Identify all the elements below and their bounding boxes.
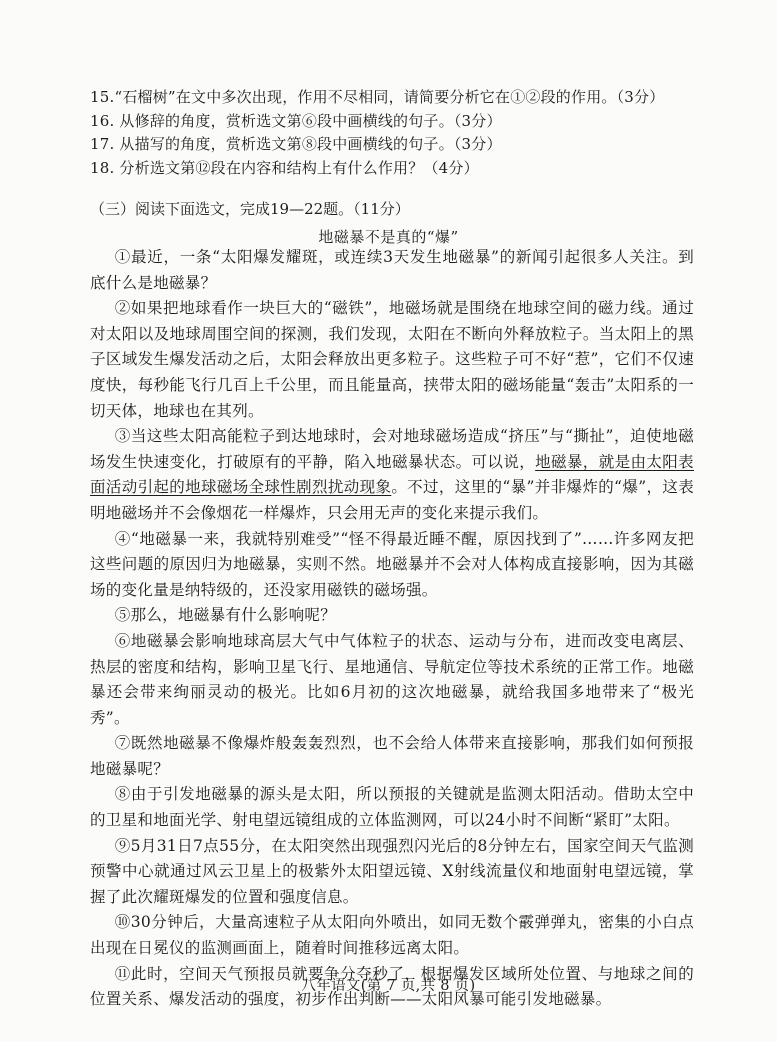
paragraph-5: ⑤那么，地磁暴有什么影响呢？ <box>114 606 336 625</box>
section-heading: （三）阅读下面选文，完成19—22题。（11分） <box>90 200 410 218</box>
paragraph-7: ⑦既然地磁暴不像爆炸般轰轰烈烈，也不会给人体带来直接影响，那我们如何预报地磁暴呢？ <box>90 734 694 778</box>
paragraph-9: ⑨5月31日7点55分，在太阳突然出现强烈闪光后的8分钟左右，国家空间天气监测预警中心就通过风云卫星上的极紫外太阳望远镜、X射线流量仪和地面射电望远镜，掌握了此次耀斑爆发的位置和强度信息。 <box>90 836 694 906</box>
paragraph-8: ⑧由于引发地磁暴的源头是太阳，所以预报的关键就是监测太阳活动。借助太空中的卫星和地面光学、射电望远镜组成的立体监测网，可以24小时不间断“紧盯”太阳。 <box>90 785 694 830</box>
paragraph-11: ⑪此时，空间天气预报员就要争分夺秒了，根据爆发区域所处位置、与地球之间的位置关系、爆发活动的强度，初步作出判断——太阳风暴可能引发地磁暴。 <box>90 964 694 1009</box>
question-16: 16. 从修辞的角度，赏析选文第⑥段中画横线的句子。（3分） <box>90 111 502 130</box>
paragraph-2: ②如果把地球看作一块巨大的“磁铁”，地磁场就是围绕在地球空间的磁力线。通过对太阳以及地球周围空间的探测，我们发现，太阳在不断向外释放粒子。当太阳上的黑子区域发生爆发活动之后，太阳会释放出更多粒子。这些粒子可不好“惹”，它们不仅速度快，每秒能飞行几百上千公里，而且能量高，挟带太阳的磁场能量“轰击”太阳系的一切天体，地球也在其列。 <box>90 299 694 420</box>
question-15: 15.“石榴树”在文中多次出现，作用不尽相同，请简要分析它在①②段的作用。（3分） <box>90 88 665 106</box>
paragraph-3-text-before: ③当这些太阳高能粒子到达地球时，会对地球磁场造成“挤压”与“撕扯”，迫使地磁场发生快速变化，打破原有的平静，陷入地磁暴状态。可以说， <box>90 427 694 471</box>
article-body <box>90 245 694 1013</box>
paragraph-4: ④“地磁暴一来，我就特别难受”“怪不得最近睡不醒，原因找到了”……许多网友把这些问题的原因归为地磁暴，实则不然。地磁暴并不会对人体构成直接影响，因为其磁场的变化量是纳特级的，还没家用磁铁的磁场强。 <box>90 529 694 599</box>
question-17: 17. 从描写的角度，赏析选文第⑧段中画横线的句子。（3分） <box>90 135 502 153</box>
paragraph-3 <box>90 424 694 526</box>
underlined-sentence: 地磁暴，就是由太阳表面活动引起的地球磁场全球性剧烈扰动现象 <box>90 452 694 497</box>
article-title: 地磁暴不是真的“爆” <box>318 228 459 246</box>
page-footer: 八年语文(第 7 页,共 8 页) <box>301 978 476 994</box>
paragraph-1: ①最近，一条“太阳爆发耀斑，或连续3天发生地磁暴”的新闻引起很多人关注。到底什么是地磁暴？ <box>90 248 694 292</box>
paragraph-10: ⑩30分钟后，大量高速粒子从太阳向外喷出，如同无数个霰弹弹丸，密集的小白点出现在日冕仪的监测画面上，随着时间推移远离太阳。 <box>90 913 694 958</box>
paragraph-3-text-after: 。不过，这里的“暴”并非爆炸的“爆”，这表明地磁场并不会像烟花一样爆炸，只会用无声的变化来提示我们。 <box>90 478 695 522</box>
question-18: 18. 分析选文第⑫段在内容和结构上有什么作用？（4分） <box>90 158 479 177</box>
question-list <box>90 86 730 180</box>
paragraph-6: ⑥地磁暴会影响地球高层大气中气体粒子的状态、运动与分布，进而改变电离层、热层的密度和结构，影响卫星飞行、星地通信、导航定位等技术系统的正常工作。地磁暴还会带来绚丽灵动的极光。比如6月初的这次地磁暴，就给我国多地带来了“极光秀”。 <box>90 631 694 727</box>
